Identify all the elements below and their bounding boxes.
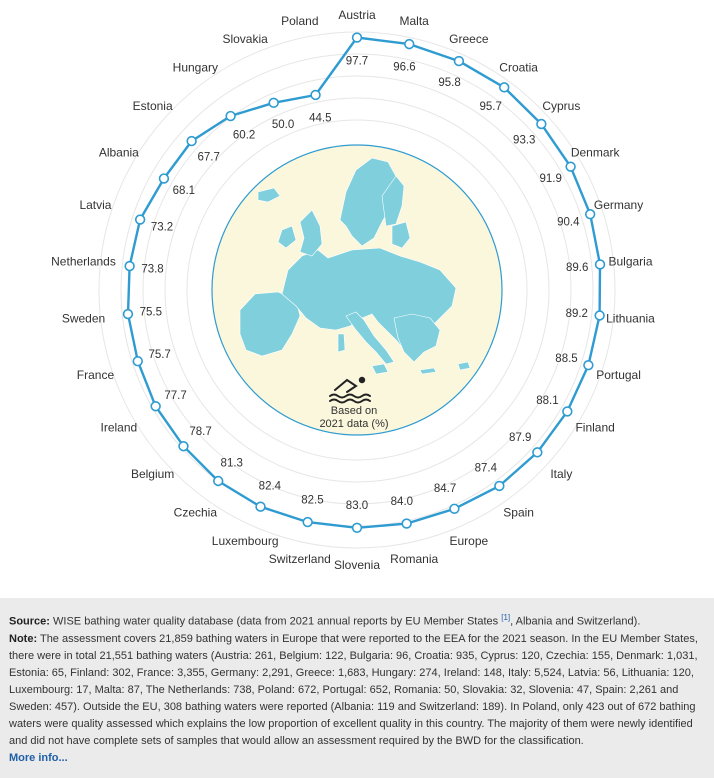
country-label: Slovakia (222, 31, 268, 46)
sardinia-shape (338, 334, 345, 352)
country-label: Belgium (130, 467, 175, 482)
data-point (584, 361, 593, 370)
data-point (537, 120, 546, 129)
value-label: 75.7 (148, 349, 171, 362)
data-point (402, 519, 411, 528)
country-label: Spain (503, 505, 534, 520)
country-label: Latvia (79, 198, 112, 213)
country-label: Sweden (61, 311, 106, 326)
note-label: Note: (9, 632, 38, 645)
value-label: 73.2 (150, 221, 174, 234)
country-label: Netherlands (51, 254, 116, 269)
country-label: Czechia (173, 505, 218, 520)
value-label: 97.7 (345, 55, 369, 68)
value-label: 73.8 (141, 263, 164, 276)
value-label: 84.7 (433, 482, 457, 495)
data-point (151, 402, 160, 411)
source-text: WISE bathing water quality database (data from 2021 annual reports by EU Member States (53, 615, 499, 628)
center-caption-line2: 2021 data (%) (319, 418, 389, 430)
value-label: 81.3 (220, 457, 243, 470)
country-label: Italy (550, 467, 573, 482)
country-label: Luxembourg (211, 534, 279, 549)
value-label: 84.0 (390, 496, 414, 509)
value-label: 83.0 (345, 499, 369, 512)
data-point (533, 448, 542, 457)
country-label: Poland (281, 14, 319, 29)
note-paragraph (9, 631, 706, 750)
country-label: Slovenia (333, 558, 381, 572)
data-point (596, 260, 605, 269)
value-label: 87.9 (509, 431, 532, 444)
data-point (563, 407, 572, 416)
data-point (303, 518, 312, 527)
data-point (353, 33, 362, 42)
country-label: Hungary (172, 60, 219, 75)
country-label: Cyprus (542, 98, 581, 113)
country-label: Switzerland (268, 551, 331, 566)
data-point (179, 442, 188, 451)
value-label: 77.7 (164, 389, 187, 402)
country-label: Estonia (132, 98, 173, 113)
value-label: 82.4 (258, 480, 282, 493)
data-point (595, 311, 604, 320)
more-info-link[interactable]: More info... (9, 751, 68, 764)
value-label: 60.2 (232, 129, 256, 142)
value-label: 89.6 (565, 261, 589, 274)
center-caption-line1: Based on (330, 405, 378, 417)
country-label: Europe (449, 534, 489, 549)
chart-footer (0, 598, 714, 778)
source-line (9, 609, 706, 631)
data-point (226, 112, 235, 121)
value-label: 88.1 (536, 394, 559, 407)
value-label: 91.9 (539, 173, 562, 186)
value-label: 88.5 (555, 353, 578, 366)
data-point (405, 40, 414, 49)
value-label: 82.5 (301, 494, 324, 507)
country-label: Romania (390, 551, 439, 566)
value-label: 90.4 (557, 216, 580, 229)
country-label: Croatia (499, 60, 538, 75)
swimmer-head (359, 377, 365, 383)
data-point (214, 477, 223, 486)
value-label: 67.7 (197, 151, 220, 164)
data-point (187, 137, 196, 146)
value-label: 75.5 (139, 306, 163, 319)
country-label: Ireland (100, 420, 138, 435)
country-label: Austria (338, 8, 376, 22)
data-point (160, 174, 169, 183)
value-label: 78.7 (189, 425, 212, 438)
value-label: 95.8 (438, 77, 461, 90)
country-label: Greece (449, 31, 489, 46)
source-text-end: , Albania and Switzerland). (510, 615, 641, 628)
value-label: 96.6 (393, 61, 416, 74)
data-point (566, 162, 575, 171)
country-label: Denmark (570, 145, 620, 160)
data-point (269, 98, 278, 107)
value-label: 93.3 (513, 134, 536, 147)
data-point (136, 215, 145, 224)
data-point (495, 482, 504, 491)
data-point (450, 504, 459, 513)
data-point (311, 91, 320, 100)
value-label: 44.5 (309, 112, 332, 125)
country-label: France (76, 367, 115, 382)
country-label: Portugal (596, 367, 641, 382)
data-point (500, 83, 509, 92)
data-point (353, 523, 362, 532)
country-label: Finland (575, 420, 615, 435)
data-point (256, 502, 265, 511)
value-label: 50.0 (271, 118, 295, 131)
more-info-line (9, 750, 706, 767)
value-label: 87.4 (474, 462, 498, 475)
reference-link[interactable]: [1] (501, 613, 511, 622)
data-point (124, 310, 133, 319)
country-label: Bulgaria (608, 254, 653, 269)
country-label: Malta (399, 14, 429, 29)
country-label: Germany (593, 198, 644, 213)
value-label: 89.2 (565, 308, 588, 321)
data-point (455, 57, 464, 66)
data-point (133, 357, 142, 366)
source-label: Source: (9, 615, 50, 628)
data-point (125, 262, 134, 271)
country-label: Albania (98, 145, 139, 160)
europe-map (212, 145, 502, 435)
country-label: Lithuania (606, 311, 655, 326)
note-text: The assessment covers 21,859 bathing waters in Europe that were reported to the EEA for the 2021 season. In the EU Member States, there were in total 21,551 bathing waters (Austria: 261, Belgium: 122, Bulgaria: 96, Croatia: 935, Cyprus: 120, Czechia: 155, Denmark: 1,031, Estonia: 65, Finland: 302, France: 3,355, Germany: 2,291, Greece: 1,683, Hungary: 274, Ireland: 148, Italy: 5,524, Latvia: 56, Lithuania: 120, Luxembourg: 17, Malta: 87, The Netherlands: 738, Poland: 672, Portugal: 652, Romania: 50, Slovakia: 32, Slovenia: 47, Spain: 2,261 and Sweden: 457). Outside the EU, 308 bathing waters were reported (Albania: 119 and Switzerland: 189). In Poland, only 423 out of 672 bathing waters were quality assessed which explains the low proportion of excellent quality in this country. The majority of them were newly identified and did not have complete sets of samples that would allow an assessment required by the BWD for the classification. (9, 632, 698, 747)
value-label: 95.7 (479, 100, 502, 113)
value-label: 68.1 (172, 185, 196, 198)
